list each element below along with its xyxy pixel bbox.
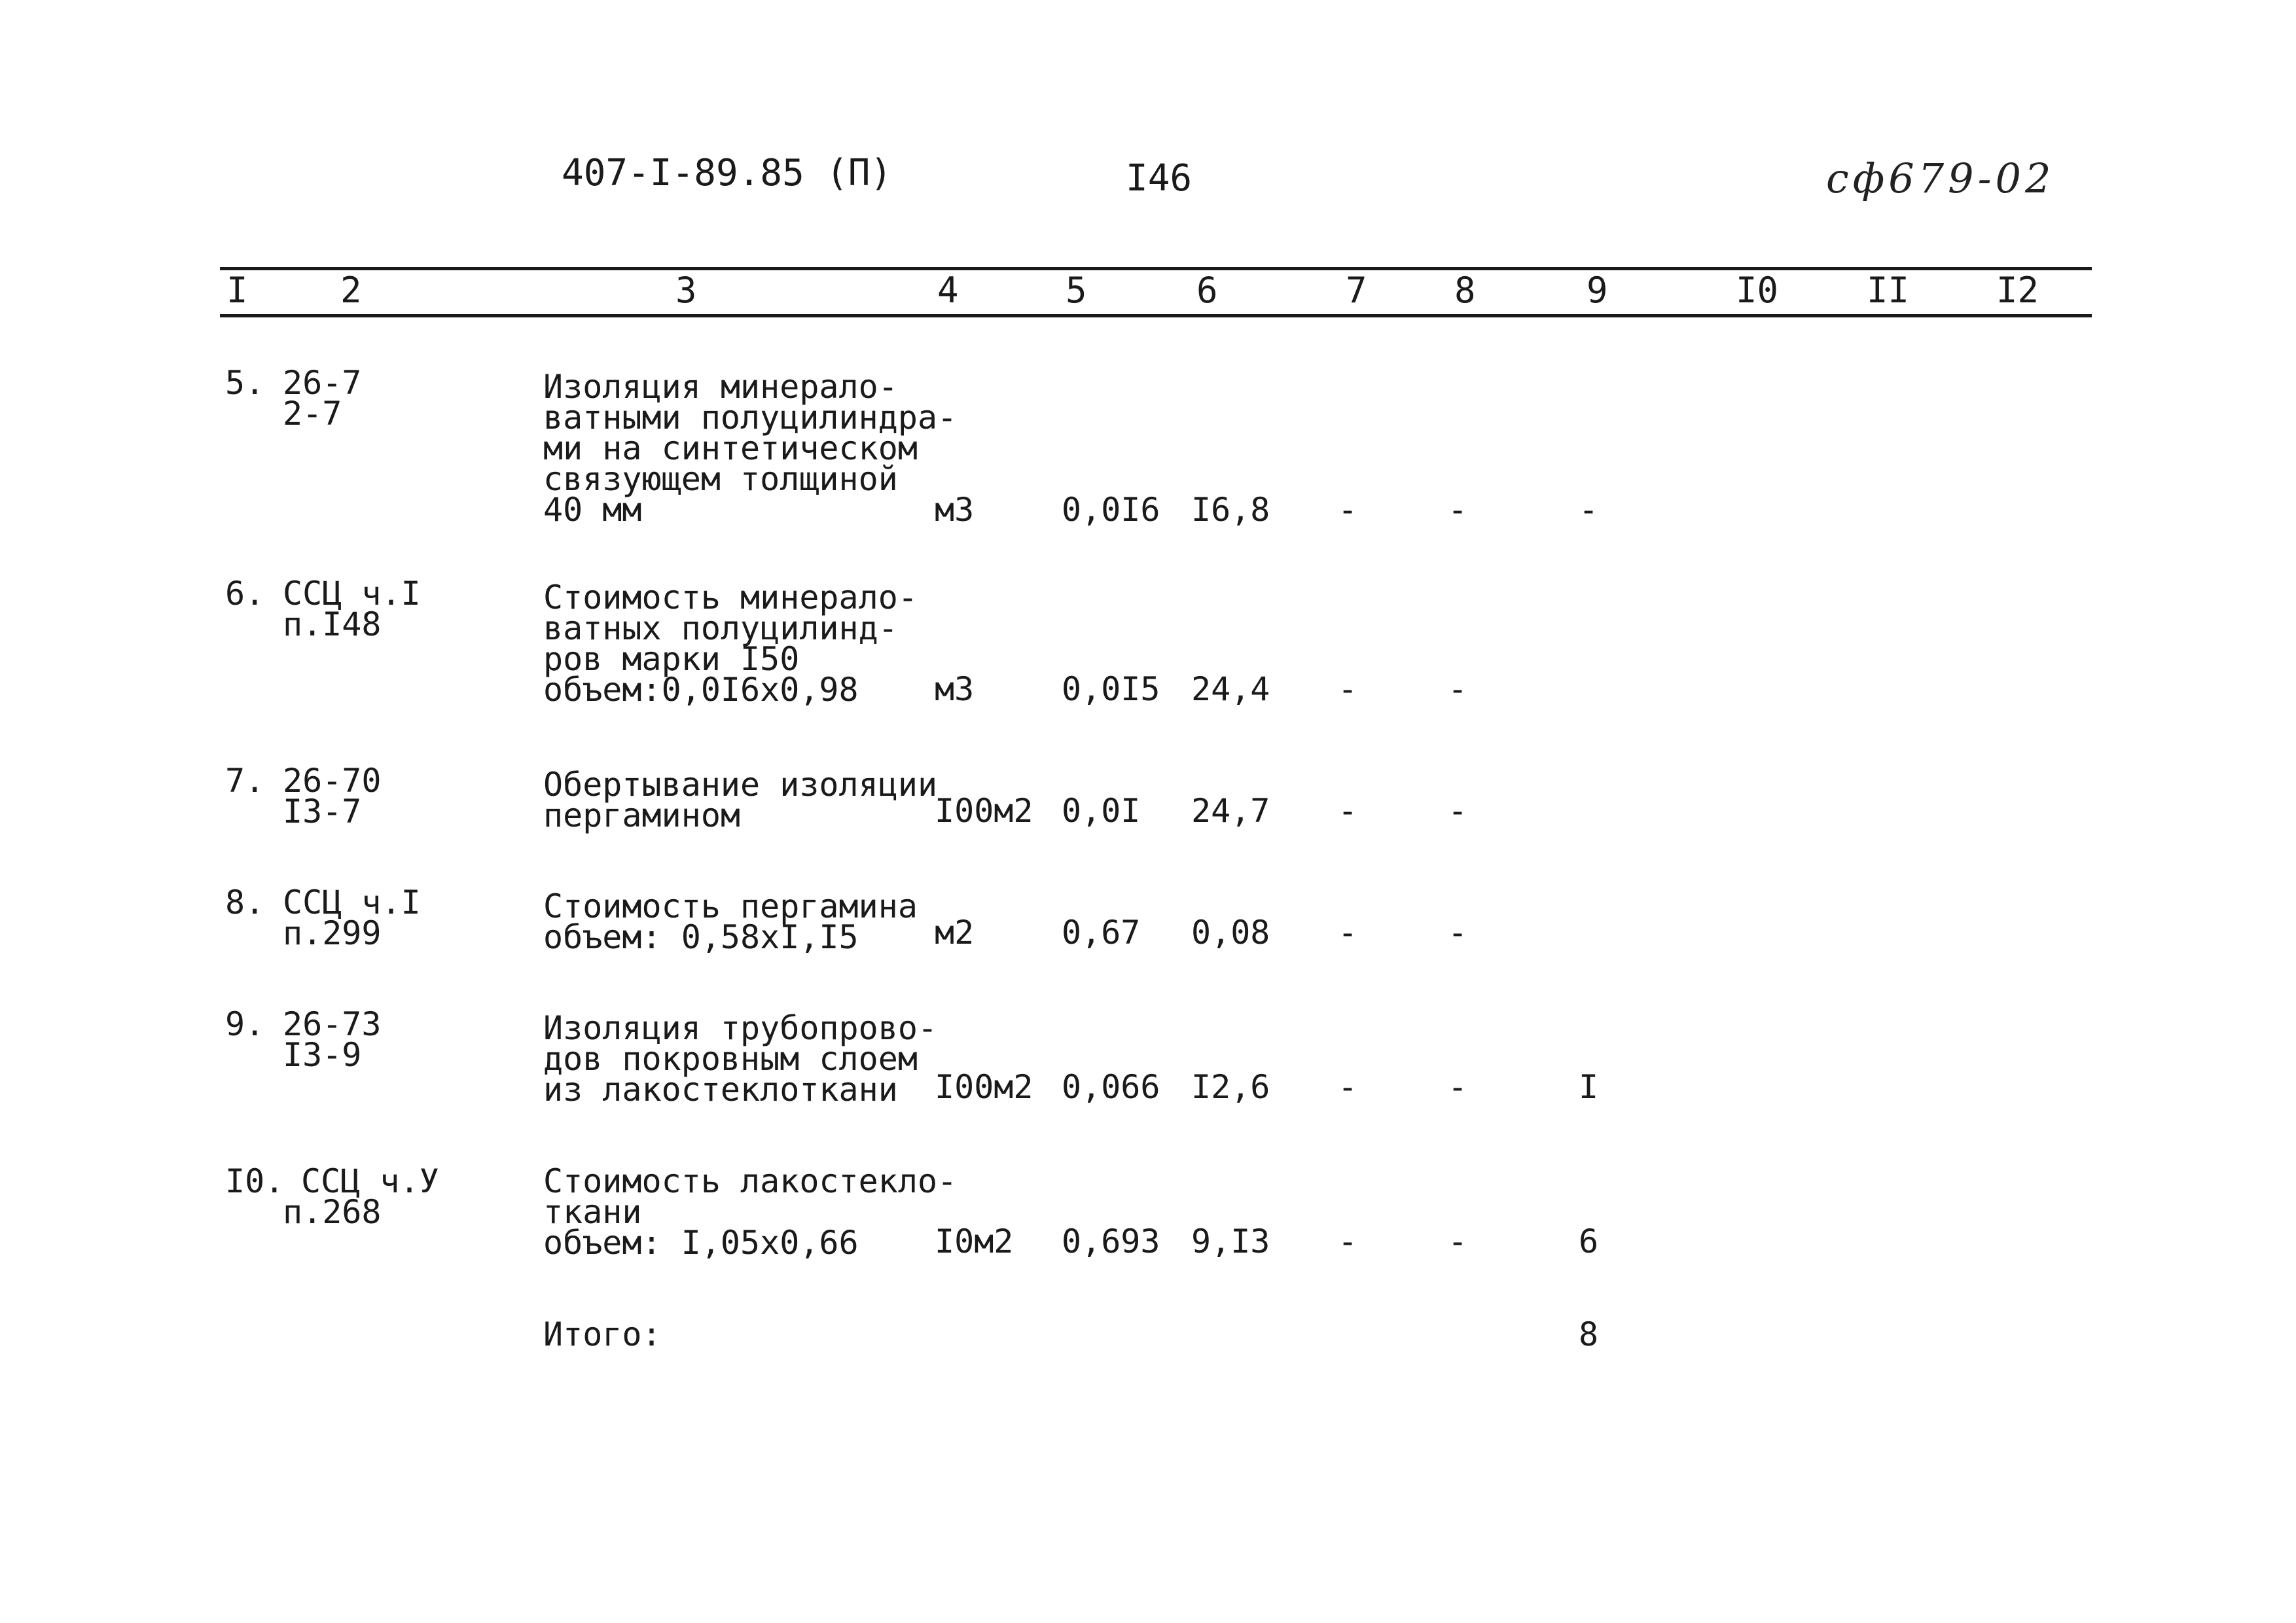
row-code: ССЦ ч.У п.268: [283, 1162, 439, 1231]
row-col8-dash: -: [1448, 1222, 1468, 1260]
row-unit: I00м2: [935, 1068, 1033, 1106]
row-number: 9.: [225, 1005, 265, 1043]
column-number-10: I0: [1736, 270, 1779, 311]
row-description: Обертывание изоляции пергамином: [543, 766, 938, 834]
row-quantity: 0,67: [1062, 914, 1141, 952]
row-unit: I0м2: [935, 1222, 1014, 1260]
row-col7-dash: -: [1338, 670, 1358, 708]
column-number-12: I2: [1996, 270, 2039, 311]
row-col7-dash: -: [1338, 491, 1358, 529]
column-number-4: 4: [937, 270, 959, 311]
row-col9-value: I: [1579, 1068, 1599, 1106]
table-top-rule: [220, 267, 2092, 270]
row-number: I0.: [225, 1162, 285, 1200]
row-description: Стоимость минерало- ватных полуцилинд- ров марки I50 объем:0,0I6х0,98: [543, 579, 918, 709]
column-number-6: 6: [1196, 270, 1218, 311]
column-number-1: I: [226, 270, 248, 311]
row-unit: I00м2: [935, 792, 1033, 830]
row-col9-value: 6: [1579, 1222, 1599, 1260]
row-col7-dash: -: [1338, 792, 1358, 830]
column-number-7: 7: [1346, 270, 1367, 311]
total-label: Итого:: [543, 1315, 662, 1353]
row-quantity: 0,0I: [1062, 792, 1141, 830]
row-col7-dash: -: [1338, 914, 1358, 952]
row-unit-price: 0,08: [1191, 914, 1270, 952]
row-code: 26-73 I3-9: [283, 1005, 382, 1074]
table-header-rule: [220, 314, 2092, 317]
column-number-9: 9: [1587, 270, 1608, 311]
row-code: 26-7 2-7: [283, 364, 362, 433]
row-unit-price: 24,7: [1191, 792, 1270, 830]
row-code: ССЦ ч.I п.299: [283, 883, 421, 952]
row-number: 8.: [225, 883, 265, 921]
row-unit-price: 9,I3: [1191, 1222, 1270, 1260]
row-description: Стоимость пергамина объем: 0,58хI,I5: [543, 887, 918, 956]
row-col7-dash: -: [1338, 1068, 1358, 1106]
row-unit: м2: [935, 914, 975, 952]
row-quantity: 0,693: [1062, 1222, 1160, 1260]
section-mark: (П): [826, 152, 893, 194]
row-unit: м3: [935, 491, 975, 529]
row-code: 26-70 I3-7: [283, 762, 382, 830]
row-col9-value: -: [1579, 491, 1599, 529]
row-description: Стоимость лакостекло- ткани объем: I,05х0,66: [543, 1162, 958, 1262]
row-unit-price: I2,6: [1191, 1068, 1270, 1106]
column-number-3: 3: [675, 270, 697, 311]
row-unit: м3: [935, 670, 975, 708]
row-unit-price: 24,4: [1191, 670, 1270, 708]
row-description: Изоляция минерало- ватными полуцилиндра- ми на синтетическом связующем толщиной 40 мм: [543, 368, 958, 529]
row-col8-dash: -: [1448, 792, 1468, 830]
row-unit-price: I6,8: [1191, 491, 1270, 529]
document-code: 407-I-89.85: [562, 152, 804, 194]
page-number: I46: [1126, 157, 1193, 200]
column-number-2: 2: [340, 270, 362, 311]
column-number-8: 8: [1454, 270, 1476, 311]
row-number: 6.: [225, 575, 265, 613]
row-description: Изоляция трубопрово- дов покровным слоем из лакостеклоткани: [543, 1009, 938, 1109]
row-col8-dash: -: [1448, 914, 1468, 952]
row-col8-dash: -: [1448, 491, 1468, 529]
row-col7-dash: -: [1338, 1222, 1358, 1260]
row-col8-dash: -: [1448, 1068, 1468, 1106]
row-quantity: 0,0I5: [1062, 670, 1160, 708]
row-quantity: 0,0I6: [1062, 491, 1160, 529]
column-number-5: 5: [1066, 270, 1087, 311]
column-number-11: II: [1867, 270, 1910, 311]
row-number: 7.: [225, 762, 265, 800]
total-value: 8: [1579, 1315, 1599, 1353]
row-quantity: 0,066: [1062, 1068, 1160, 1106]
row-code: ССЦ ч.I п.I48: [283, 575, 421, 643]
handwritten-reference: сф679-02: [1826, 154, 2055, 202]
row-number: 5.: [225, 364, 265, 402]
row-col8-dash: -: [1448, 670, 1468, 708]
